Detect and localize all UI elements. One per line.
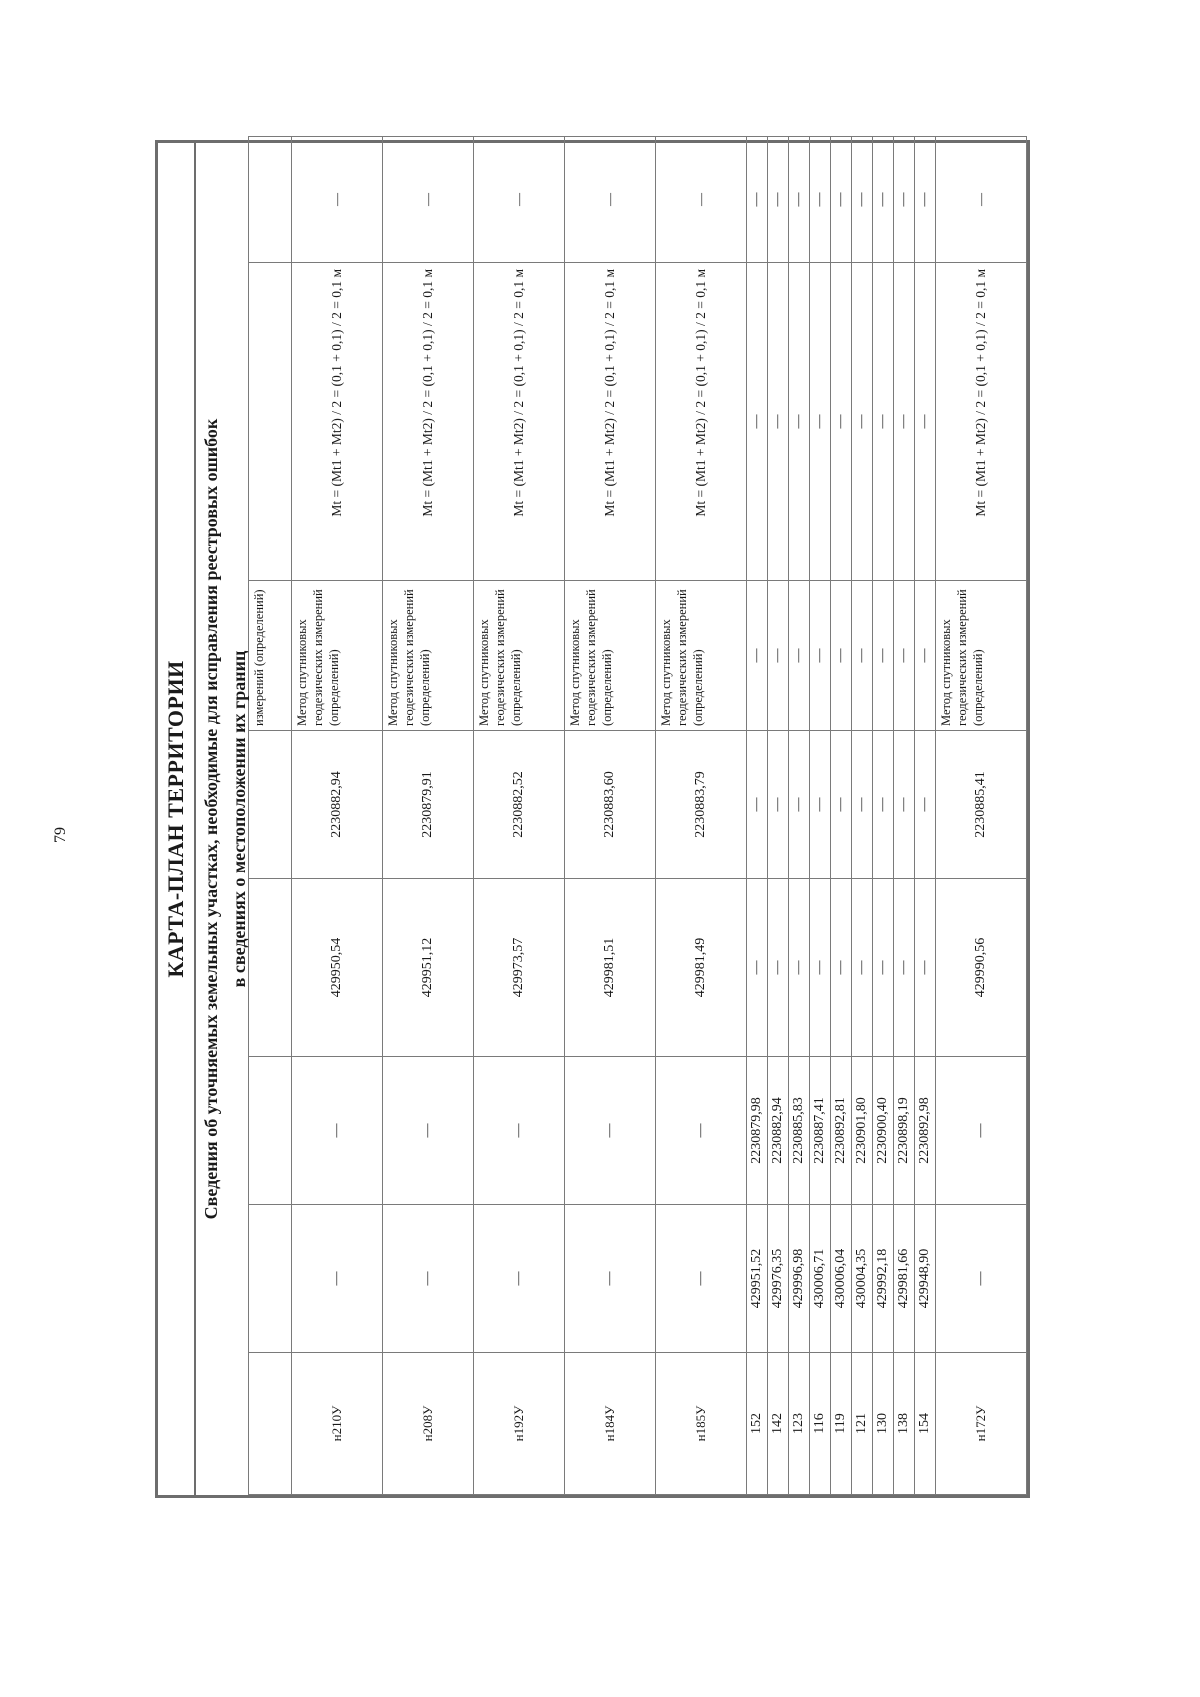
method-cell: — — [831, 581, 852, 731]
new-x-cell: 429981,49 — [656, 879, 747, 1057]
point-cell: 119 — [831, 1353, 852, 1495]
note-cell: — — [831, 137, 852, 263]
old-y-cell: — — [656, 1057, 747, 1205]
method-cell: Метод спутниковых геодезических измерений (определений) — [656, 581, 747, 731]
table-row — [656, 137, 747, 1495]
method-cell: Метод спутниковых геодезических измерений (определений) — [383, 581, 474, 731]
new-y-cell: — — [894, 731, 915, 879]
new-y-cell: 2230883,60 — [565, 731, 656, 879]
accuracy-formula-cell: — — [894, 263, 915, 581]
new-y-cell: — — [852, 731, 873, 879]
new-y-cell: 2230885,41 — [936, 731, 1027, 879]
accuracy-formula-cell: — — [789, 263, 810, 581]
note-cell: — — [383, 137, 474, 263]
accuracy-formula-cell: — — [831, 263, 852, 581]
point-cell: 130 — [873, 1353, 894, 1495]
table-cell — [249, 1057, 292, 1205]
accuracy-formula-cell: Mt = (Mt1 + Mt2) / 2 = (0,1 + 0,1) / 2 = 0,1 м — [656, 263, 747, 581]
accuracy-formula-cell: Mt = (Mt1 + Mt2) / 2 = (0,1 + 0,1) / 2 = 0,1 м — [936, 263, 1027, 581]
old-y-cell: 2230887,41 — [810, 1057, 831, 1205]
table-cell — [249, 879, 292, 1057]
table-row — [936, 137, 1027, 1495]
old-x-cell: 429981,66 — [894, 1205, 915, 1353]
new-y-cell: — — [831, 731, 852, 879]
old-x-cell: — — [656, 1205, 747, 1353]
new-y-cell: — — [789, 731, 810, 879]
method-cell: измерений (определений) — [249, 581, 292, 731]
page-title: КАРТА-ПЛАН ТЕРРИТОРИИ — [158, 143, 196, 1495]
method-cell: — — [768, 581, 789, 731]
old-y-cell: 2230892,98 — [915, 1057, 936, 1205]
method-cell: Метод спутниковых геодезических измерений (определений) — [474, 581, 565, 731]
table-cell — [249, 731, 292, 879]
old-y-cell: 2230879,98 — [747, 1057, 768, 1205]
table-cell — [249, 137, 292, 263]
table-row — [852, 137, 873, 1495]
point-cell: 138 — [894, 1353, 915, 1495]
old-x-cell: 429948,90 — [915, 1205, 936, 1353]
point-cell: 116 — [810, 1353, 831, 1495]
new-y-cell: 2230882,52 — [474, 731, 565, 879]
table-row — [474, 137, 565, 1495]
new-x-cell: — — [831, 879, 852, 1057]
new-x-cell: 429990,56 — [936, 879, 1027, 1057]
note-cell: — — [852, 137, 873, 263]
old-y-cell: — — [565, 1057, 656, 1205]
table-row — [873, 137, 894, 1495]
new-y-cell: — — [768, 731, 789, 879]
old-y-cell: 2230898,19 — [894, 1057, 915, 1205]
new-x-cell: 429951,12 — [383, 879, 474, 1057]
land-plan-sheet — [155, 140, 1050, 1498]
old-x-cell: 429976,35 — [768, 1205, 789, 1353]
method-cell: — — [873, 581, 894, 731]
old-y-cell: 2230901,80 — [852, 1057, 873, 1205]
old-x-cell: 430004,35 — [852, 1205, 873, 1353]
method-cell: Метод спутниковых геодезических измерений (определений) — [565, 581, 656, 731]
note-cell: — — [474, 137, 565, 263]
note-cell: — — [873, 137, 894, 263]
new-x-cell: — — [810, 879, 831, 1057]
point-cell: 123 — [789, 1353, 810, 1495]
point-cell: 121 — [852, 1353, 873, 1495]
new-x-cell: — — [789, 879, 810, 1057]
method-cell: — — [852, 581, 873, 731]
table-row — [894, 137, 915, 1495]
old-x-cell: 430006,71 — [810, 1205, 831, 1353]
old-y-cell: — — [292, 1057, 383, 1205]
old-y-cell: — — [474, 1057, 565, 1205]
note-cell: — — [894, 137, 915, 263]
table-row — [768, 137, 789, 1495]
subtitle-line-1: Сведения об уточняемых земельных участках, необходимые для исправления реестровых ошибок — [201, 418, 221, 1220]
subtitle-line-2: в сведениях о местоположении их границ — [229, 650, 249, 988]
point-cell: н185У — [656, 1353, 747, 1495]
point-cell: 152 — [747, 1353, 768, 1495]
table-cell — [249, 263, 292, 581]
old-y-cell: 2230882,94 — [768, 1057, 789, 1205]
new-x-cell: — — [894, 879, 915, 1057]
new-y-cell: 2230882,94 — [292, 731, 383, 879]
table-row — [383, 137, 474, 1495]
point-cell: н210У — [292, 1353, 383, 1495]
accuracy-formula-cell: — — [768, 263, 789, 581]
note-cell: — — [292, 137, 383, 263]
note-cell: — — [810, 137, 831, 263]
new-x-cell: 429981,51 — [565, 879, 656, 1057]
old-x-cell: — — [383, 1205, 474, 1353]
old-x-cell: — — [292, 1205, 383, 1353]
table-row — [789, 137, 810, 1495]
new-y-cell: — — [915, 731, 936, 879]
method-cell: — — [894, 581, 915, 731]
table-row — [831, 137, 852, 1495]
note-cell: — — [768, 137, 789, 263]
accuracy-formula-cell: — — [747, 263, 768, 581]
new-x-cell: — — [747, 879, 768, 1057]
new-x-cell: 429973,57 — [474, 879, 565, 1057]
new-x-cell: — — [768, 879, 789, 1057]
point-cell: н184У — [565, 1353, 656, 1495]
old-y-cell: — — [383, 1057, 474, 1205]
table-row — [810, 137, 831, 1495]
old-y-cell: — — [936, 1057, 1027, 1205]
table-row — [249, 137, 292, 1495]
old-x-cell: 429992,18 — [873, 1205, 894, 1353]
old-y-cell: 2230885,83 — [789, 1057, 810, 1205]
old-y-cell: 2230900,40 — [873, 1057, 894, 1205]
note-cell: — — [936, 137, 1027, 263]
new-y-cell: — — [810, 731, 831, 879]
old-y-cell: 2230892,81 — [831, 1057, 852, 1205]
new-y-cell: — — [747, 731, 768, 879]
new-y-cell: 2230883,79 — [656, 731, 747, 879]
accuracy-formula-cell: — — [852, 263, 873, 581]
accuracy-formula-cell: — — [810, 263, 831, 581]
table-row — [292, 137, 383, 1495]
new-y-cell: — — [873, 731, 894, 879]
old-x-cell: 429996,98 — [789, 1205, 810, 1353]
page-number: 79 — [52, 827, 69, 843]
title-box — [155, 140, 248, 1498]
old-x-cell: 430006,04 — [831, 1205, 852, 1353]
note-cell: — — [656, 137, 747, 263]
table-frame — [248, 140, 1030, 1498]
accuracy-formula-cell: — — [915, 263, 936, 581]
new-x-cell: 429950,54 — [292, 879, 383, 1057]
point-cell: 154 — [915, 1353, 936, 1495]
old-x-cell: — — [565, 1205, 656, 1353]
method-cell: — — [915, 581, 936, 731]
new-x-cell: — — [915, 879, 936, 1057]
point-cell: 142 — [768, 1353, 789, 1495]
note-cell: — — [915, 137, 936, 263]
accuracy-formula-cell: Mt = (Mt1 + Mt2) / 2 = (0,1 + 0,1) / 2 = 0,1 м — [292, 263, 383, 581]
note-cell: — — [747, 137, 768, 263]
accuracy-formula-cell: Mt = (Mt1 + Mt2) / 2 = (0,1 + 0,1) / 2 = 0,1 м — [474, 263, 565, 581]
table-row — [747, 137, 768, 1495]
method-cell: — — [789, 581, 810, 731]
accuracy-formula-cell: Mt = (Mt1 + Mt2) / 2 = (0,1 + 0,1) / 2 = 0,1 м — [383, 263, 474, 581]
method-cell: — — [747, 581, 768, 731]
note-cell: — — [565, 137, 656, 263]
new-x-cell: — — [852, 879, 873, 1057]
old-x-cell: 429951,52 — [747, 1205, 768, 1353]
method-cell: Метод спутниковых геодезических измерений (определений) — [936, 581, 1027, 731]
point-cell: н192У — [474, 1353, 565, 1495]
coordinates-table — [248, 136, 1027, 1495]
table-row — [565, 137, 656, 1495]
point-cell: н172У — [936, 1353, 1027, 1495]
accuracy-formula-cell: Mt = (Mt1 + Mt2) / 2 = (0,1 + 0,1) / 2 = 0,1 м — [565, 263, 656, 581]
accuracy-formula-cell: — — [873, 263, 894, 581]
old-x-cell: — — [936, 1205, 1027, 1353]
table-row — [915, 137, 936, 1495]
point-cell: н208У — [383, 1353, 474, 1495]
method-cell: — — [810, 581, 831, 731]
note-cell: — — [789, 137, 810, 263]
old-x-cell: — — [474, 1205, 565, 1353]
new-y-cell: 2230879,91 — [383, 731, 474, 879]
method-cell: Метод спутниковых геодезических измерений (определений) — [292, 581, 383, 731]
new-x-cell: — — [873, 879, 894, 1057]
table-cell — [249, 1205, 292, 1353]
table-cell — [249, 1353, 292, 1495]
